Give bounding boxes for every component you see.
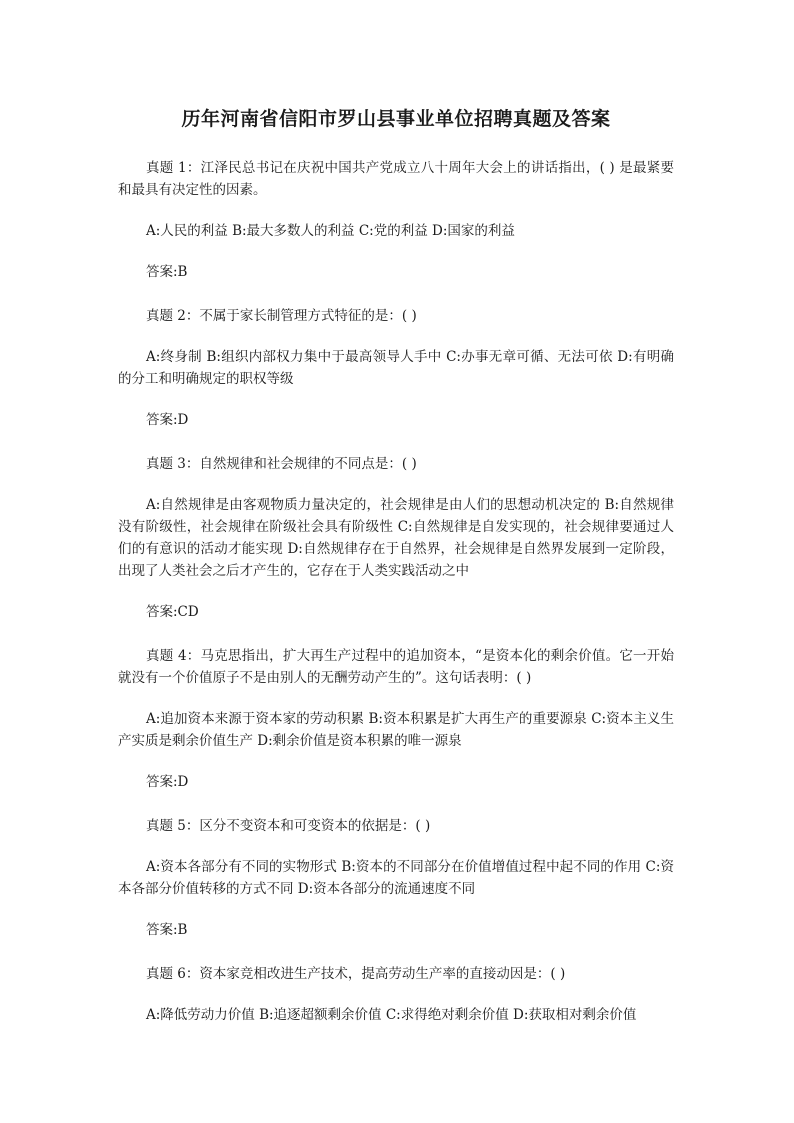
question-4-options: A:追加资本来源于资本家的劳动积累 B:资本积累是扩大再生产的重要源泉 C:资本主义生产实质是剩余价值生产 D:剩余价值是资本积累的唯一源泉 — [118, 711, 674, 749]
question-3-text: 真题 3：自然规律和社会规律的不同点是：( ) — [146, 456, 417, 472]
question-6-options: A:降低劳动力价值 B:追逐超额剩余价值 C:求得绝对剩余价值 D:获取相对剩余价值 — [146, 1007, 637, 1023]
question-2-options: A:终身制 B:组织内部权力集中于最高领导人手中 C:办事无章可循、无法可依 D:有明确的分工和明确规定的职权等级 — [118, 349, 674, 387]
question-1-text: 真题 1：江泽民总书记在庆祝中国共产党成立八十周年大会上的讲话指出，( ) 是最紧要和最具有决定性的因素。 — [118, 160, 674, 198]
question-2-answer: 答案:D — [146, 412, 189, 428]
document-body — [118, 157, 674, 1045]
question-3-options: A:自然规律是由客观物质力量决定的，社会规律是由人们的思想动机决定的 B:自然规律没有阶级性，社会规律在阶级社会具有阶级性 C:自然规律是自发实现的，社会规律要通过人们的有意识的活动才能实现 D:自然规律存在于自然界，社会规律是自然界发展到一定阶段，出现了人类社会之后才产生的，它存在于人类实践活动之中 — [118, 497, 674, 579]
question-5-text: 真题 5：区分不变资本和可变资本的依据是：( ) — [146, 818, 431, 834]
question-5-options: A:资本各部分有不同的实物形式 B:资本的不同部分在价值增值过程中起不同的作用 C:资本各部分价值转移的方式不同 D:资本各部分的流通速度不同 — [118, 859, 674, 897]
question-4-text: 真题 4：马克思指出，扩大再生产过程中的追加资本，“是资本化的剩余价值。它一开始就没有一个价值原子不是由别人的无酬劳动产生的”。这句话表明：( ) — [118, 648, 674, 686]
document-title: 历年河南省信阳市罗山县事业单位招聘真题及答案 — [181, 108, 611, 130]
question-5-answer: 答案:B — [146, 922, 188, 938]
question-1-answer: 答案:B — [146, 264, 188, 280]
question-1-options: A:人民的利益 B:最大多数人的利益 C:党的利益 D:国家的利益 — [146, 223, 515, 239]
question-4-answer: 答案:D — [146, 774, 189, 790]
question-3-answer: 答案:CD — [146, 604, 199, 620]
question-2-text: 真题 2：不属于家长制管理方式特征的是：( ) — [146, 308, 417, 324]
question-6-text: 真题 6：资本家竞相改进生产技术，提高劳动生产率的直接动因是：( ) — [146, 966, 566, 982]
